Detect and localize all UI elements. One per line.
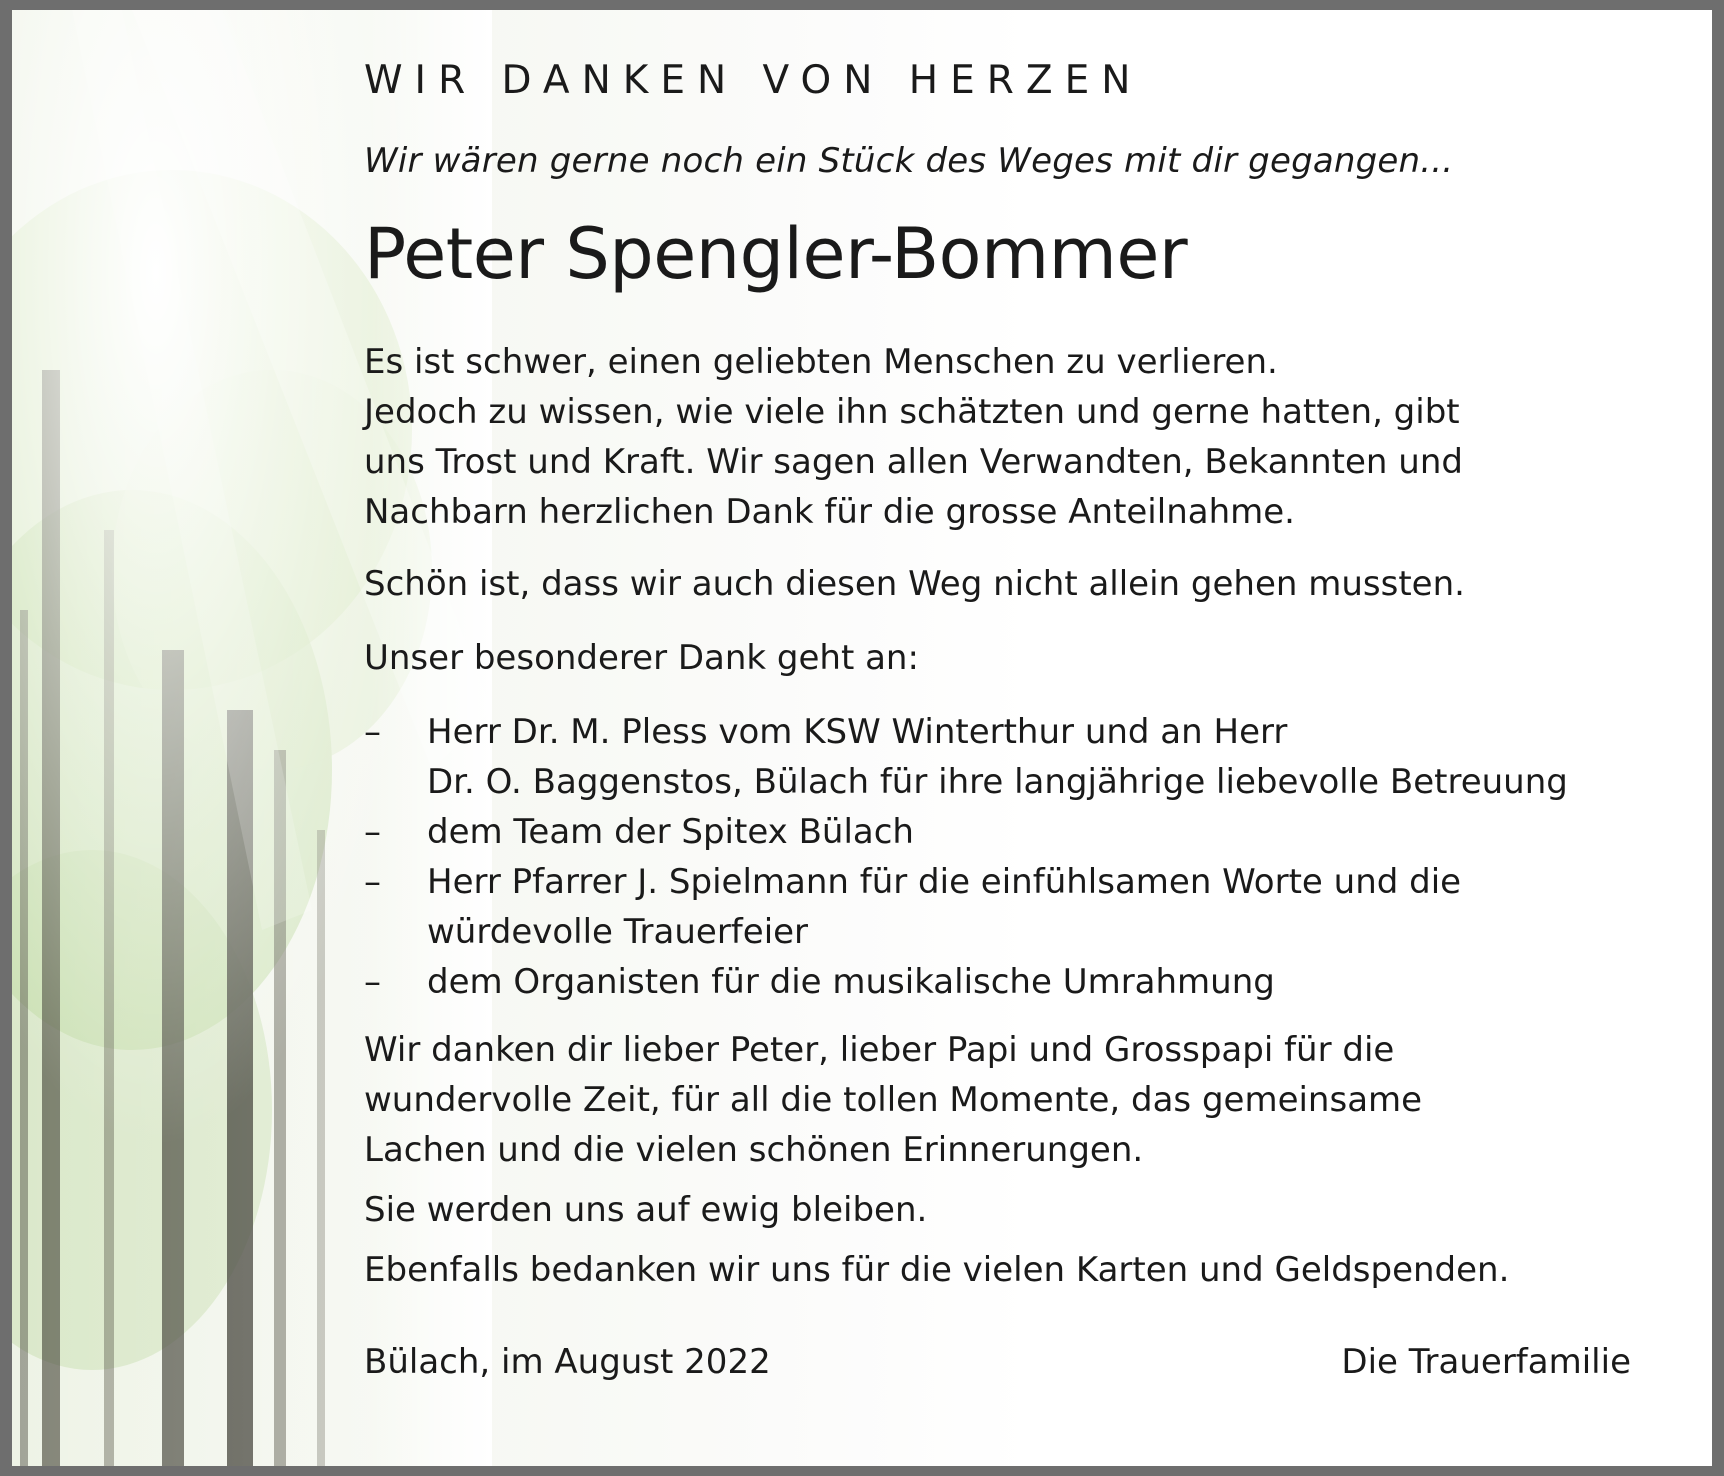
signature: Die Trauerfamilie (1341, 1341, 1631, 1382)
text-line: Lachen und die vielen schönen Erinnerungen. (364, 1129, 1144, 1170)
thanks-intro: Unser besonderer Dank geht an: (364, 637, 919, 678)
motto: Wir wären gerne noch ein Stück des Weges mit dir gegangen... (364, 140, 1454, 181)
deceased-name: Peter Spengler-Bommer (364, 212, 1188, 295)
text-line: Es ist schwer, einen geliebten Menschen zu verlieren. (364, 341, 1278, 382)
text-line: dem Team der Spitex Bülach (427, 811, 914, 852)
dash-marker: – (364, 861, 381, 902)
notice-footer (364, 1337, 1631, 1387)
text-line: Jedoch zu wissen, wie viele ihn schätzten und gerne hatten, gibt (364, 391, 1460, 432)
thanks-list (364, 707, 1664, 1007)
dash-marker: – (364, 961, 381, 1002)
dash-marker: – (364, 811, 381, 852)
notice-header: WIR DANKEN VON HERZEN (364, 58, 1143, 103)
paragraph-path: Schön ist, dass wir auch diesen Weg nicht allein gehen mussten. (364, 563, 1465, 604)
list-item (364, 957, 1664, 1007)
notice-content (364, 58, 1664, 1387)
paragraph-donations: Ebenfalls bedanken wir uns für die vielen Karten und Geldspenden. (364, 1249, 1510, 1290)
text-line: uns Trost und Kraft. Wir sagen allen Verwandten, Bekannten und (364, 441, 1463, 482)
text-line: dem Organisten für die musikalische Umrahmung (427, 961, 1275, 1002)
text-line: Nachbarn herzlichen Dank für die grosse Anteilnahme. (364, 491, 1295, 532)
text-line: würdevolle Trauerfeier (427, 911, 809, 952)
text-line: Herr Pfarrer J. Spielmann für die einfühlsamen Worte und die (427, 861, 1462, 902)
list-item (364, 857, 1664, 957)
text-line: Herr Dr. M. Pless vom KSW Winterthur und an Herr (427, 711, 1288, 752)
paragraph-forever: Sie werden uns auf ewig bleiben. (364, 1189, 928, 1230)
list-item (364, 707, 1664, 807)
place-date: Bülach, im August 2022 (364, 1341, 771, 1382)
list-item (364, 807, 1664, 857)
paragraph-loss (364, 337, 1664, 537)
text-line: Wir danken dir lieber Peter, lieber Papi und Grosspapi für die (364, 1029, 1395, 1070)
text-line: wundervolle Zeit, für all die tollen Momente, das gemeinsame (364, 1079, 1423, 1120)
paragraph-gratitude (364, 1025, 1664, 1175)
dash-marker: – (364, 711, 381, 752)
text-line: Dr. O. Baggenstos, Bülach für ihre langjährige liebevolle Betreuung (427, 761, 1568, 802)
